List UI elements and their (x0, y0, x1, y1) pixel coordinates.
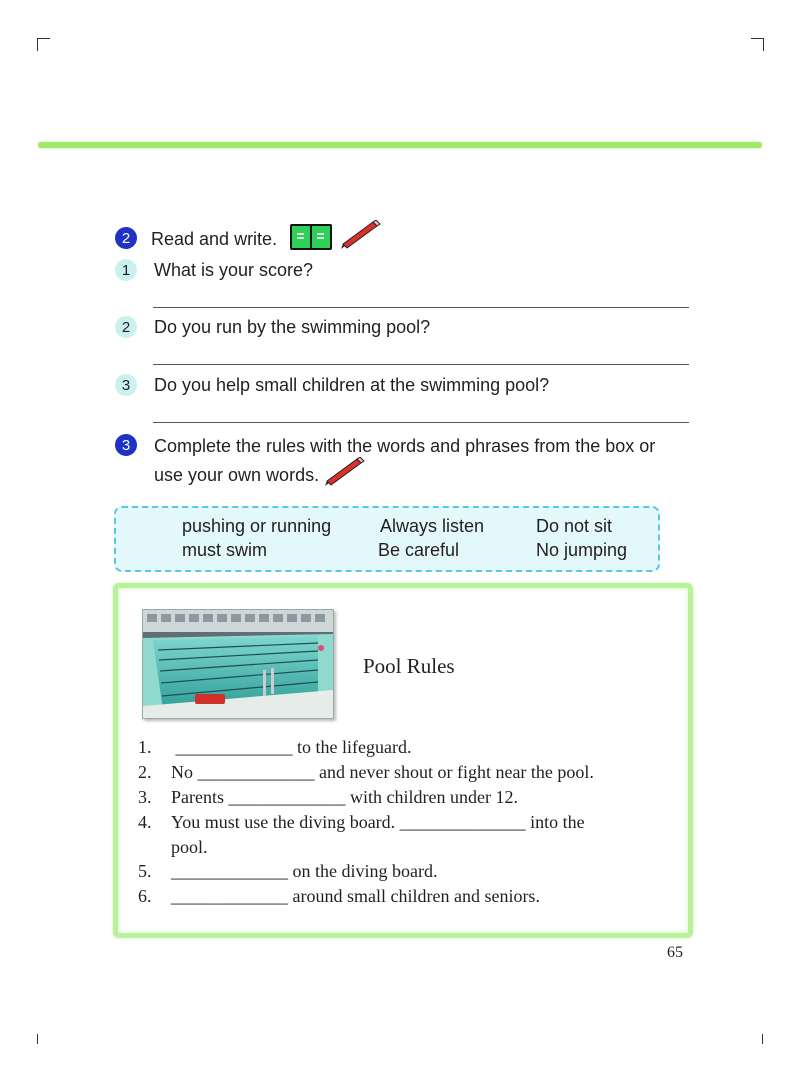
crop-mark-top-right (751, 38, 764, 51)
word-option: Do not sit (536, 516, 613, 536)
pencil-icon (323, 457, 367, 492)
rule-2 (138, 762, 594, 783)
section-title-line-1: Complete the rules with the words and phrases from the box or (154, 436, 656, 456)
word-option: No jumping (536, 540, 628, 560)
section-title: Read and write. (151, 229, 278, 249)
rule-number: 2. (138, 762, 152, 782)
book-icon (289, 222, 333, 257)
pool-rules-title: Pool Rules (363, 654, 455, 678)
question-text: Do you run by the swimming pool? (154, 316, 431, 337)
question-text: Do you help small children at the swimming pool? (154, 374, 550, 395)
question-number: 1 (115, 259, 137, 281)
answer-line-2[interactable] (153, 364, 689, 365)
word-box (114, 506, 660, 572)
rule-text[interactable]: _____________ around small children and seniors. (171, 886, 540, 906)
rule-5 (138, 861, 437, 882)
rule-number: 4. (138, 812, 152, 832)
rule-text[interactable]: _____________ to the lifeguard. (171, 737, 412, 757)
rule-number: 5. (138, 861, 152, 881)
rule-number: 3. (138, 787, 152, 807)
question-number: 2 (115, 316, 137, 338)
word-option: Be careful (378, 540, 460, 560)
rule-text[interactable]: You must use the diving board. ______________ into the (171, 812, 585, 832)
section-3-heading (115, 434, 655, 492)
rule-text[interactable]: Parents _____________ with children under 12. (171, 787, 518, 807)
word-option: pushing or running (182, 516, 332, 536)
rule-number: 6. (138, 886, 152, 906)
question-text: What is your score? (154, 259, 314, 280)
section-number-badge: 2 (115, 227, 137, 249)
answer-line-3[interactable] (153, 422, 689, 423)
rule-6 (138, 886, 540, 907)
rule-text: pool. (171, 837, 208, 857)
rule-4 (138, 812, 585, 833)
crop-mark-bottom-right (762, 1034, 763, 1044)
section-number-badge: 3 (115, 434, 137, 456)
pencil-icon (339, 220, 383, 255)
word-option: Always listen (380, 516, 485, 536)
crop-mark-bottom-left (37, 1034, 38, 1044)
rule-3 (138, 787, 518, 808)
page-number: 65 (667, 944, 683, 961)
rule-text[interactable]: No _____________ and never shout or fight near the pool. (171, 762, 594, 782)
swimming-pool-photo (142, 609, 334, 719)
question-1 (115, 259, 313, 281)
rule-number (138, 837, 171, 858)
rule-text[interactable]: _____________ on the diving board. (171, 861, 438, 881)
section-2-heading (115, 227, 383, 257)
rule-1 (138, 737, 411, 758)
crop-mark-top-left (37, 38, 50, 51)
rule-number: 1. (138, 737, 152, 757)
question-number: 3 (115, 374, 137, 396)
section-title-line-2: use your own words. (154, 465, 320, 485)
question-2 (115, 316, 430, 338)
word-option: must swim (182, 540, 267, 560)
answer-line-1[interactable] (153, 307, 689, 308)
header-stripe (38, 142, 762, 148)
question-3 (115, 374, 549, 396)
rule-4-continued (138, 837, 208, 858)
